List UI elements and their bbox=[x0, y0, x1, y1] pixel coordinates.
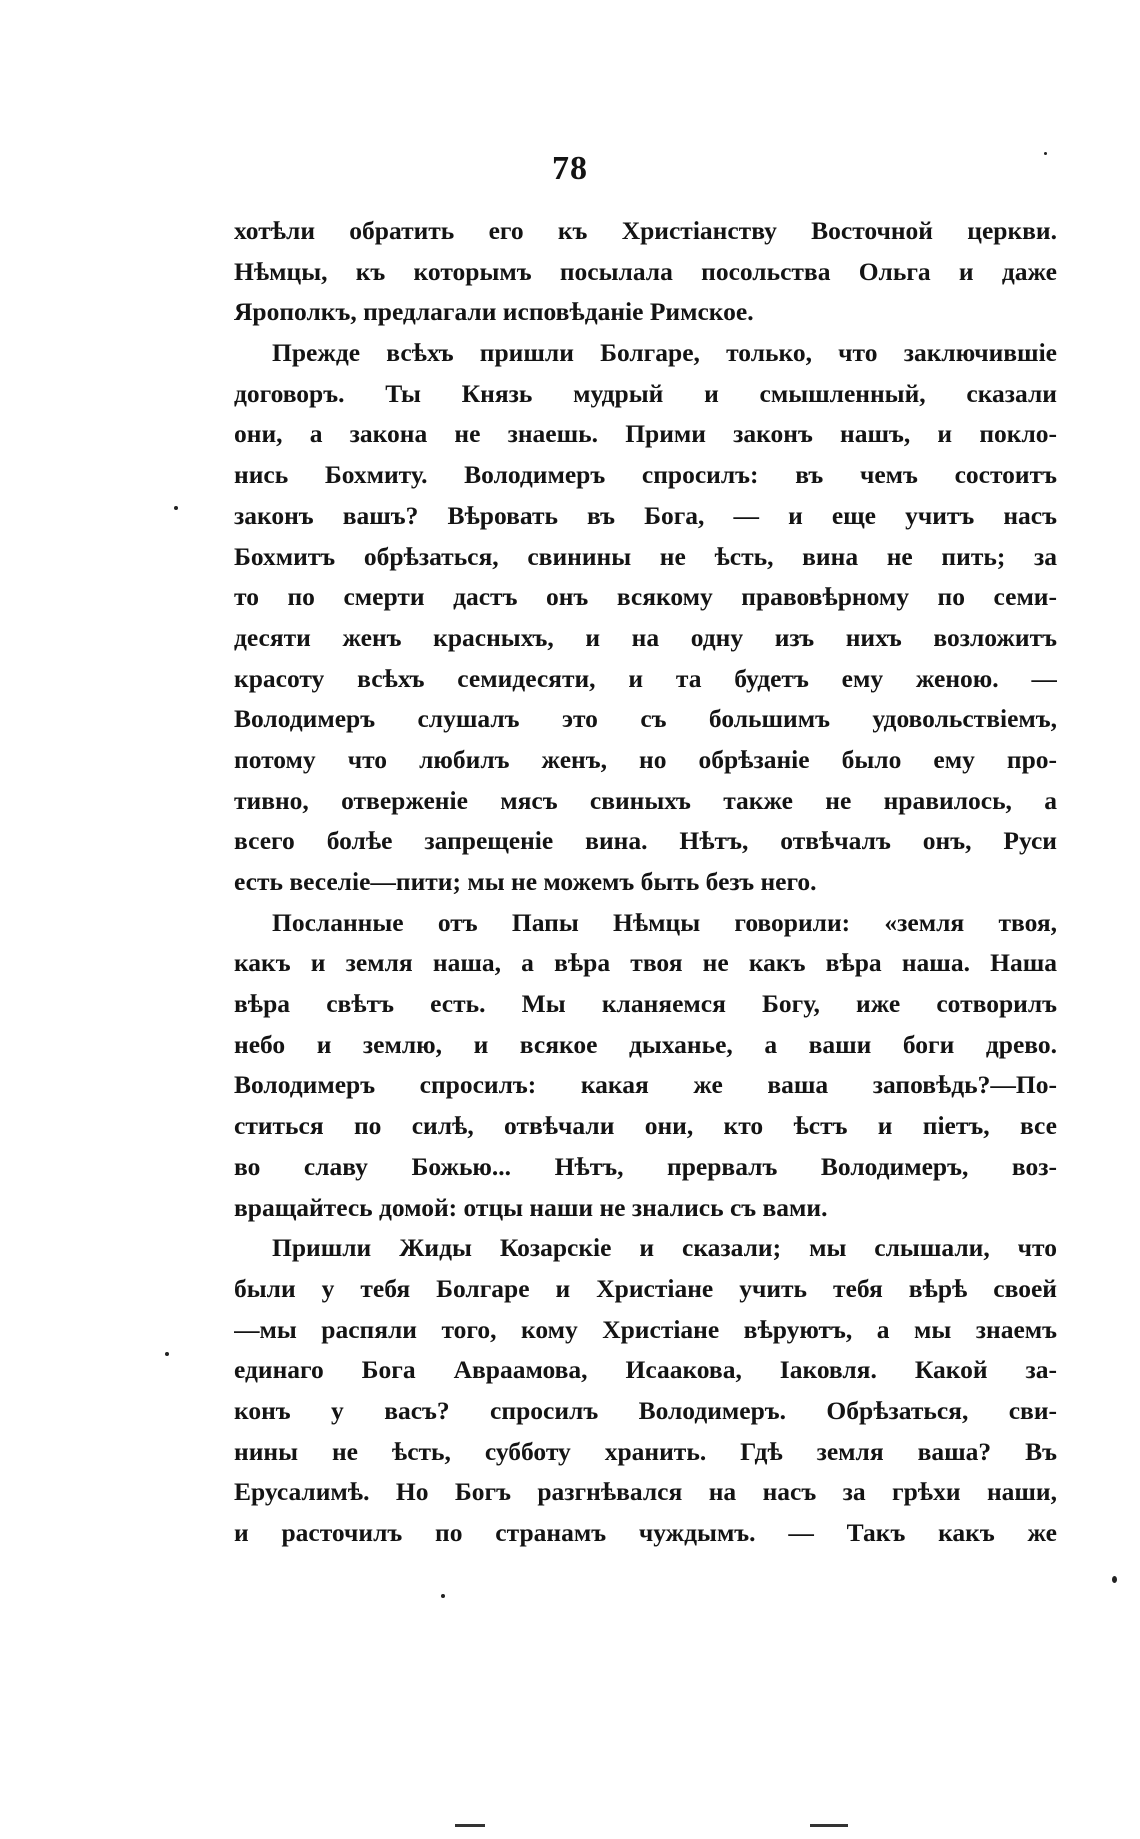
bottom-rule-right bbox=[810, 1824, 848, 1827]
page-number: 78 bbox=[552, 150, 588, 187]
text-line: они, а закона не знаешь. Прими законъ нашъ, и покло- bbox=[234, 419, 1057, 449]
text-line: конъ у васъ? спросилъ Володимеръ. Обрѣзаться, сви- bbox=[234, 1395, 1057, 1425]
text-line: хотѣли обратить его къ Христіанству Восточной церкви. bbox=[234, 216, 1057, 245]
print-speck bbox=[1112, 1576, 1117, 1583]
print-speck bbox=[1044, 152, 1047, 155]
text-line: десяти женъ красныхъ, и на одну изъ нихъ возложитъ bbox=[234, 622, 1057, 652]
text-line: красоту всѣхъ семидесяти, и та будетъ ему женою. — bbox=[234, 663, 1057, 693]
text-line: ститься по силѣ, отвѣчали они, кто ѣстъ и піетъ, все bbox=[234, 1111, 1057, 1141]
print-speck bbox=[174, 506, 178, 510]
print-speck bbox=[165, 1352, 169, 1356]
text-line: Посланные отъ Папы Нѣмцы говорили: «земля твоя, bbox=[272, 907, 1057, 937]
body-text bbox=[234, 211, 1057, 1554]
text-line: и расточилъ по странамъ чуждымъ. — Такъ какъ же bbox=[234, 1518, 1057, 1547]
text-line: потому что любилъ женъ, но обрѣзаніе было ему про- bbox=[234, 744, 1057, 774]
text-line: законъ вашъ? Вѣровать въ Бога, — и еще учитъ насъ bbox=[234, 500, 1057, 530]
print-speck bbox=[441, 1594, 445, 1598]
text-line: вращайтесь домой: отцы наши не знались съ вами. bbox=[234, 1192, 828, 1222]
text-line: то по смерти дастъ онъ всякому правовѣрному по семи- bbox=[234, 582, 1057, 612]
bottom-rule-left bbox=[455, 1824, 485, 1827]
text-line: Володимеръ спросилъ: какая же ваша заповѣдь?—По- bbox=[234, 1070, 1057, 1100]
text-line: Ярополкъ, предлагали исповѣданіе Римское. bbox=[234, 297, 754, 327]
text-line: во славу Божью... Нѣтъ, прервалъ Володимеръ, воз- bbox=[234, 1151, 1057, 1181]
text-line: единаго Бога Авраамова, Исаакова, Іаковля. Какой за- bbox=[234, 1355, 1057, 1385]
text-line: Пришли Жиды Козарскіе и сказали; мы слышали, что bbox=[272, 1233, 1057, 1263]
text-line: нины не ѣсть, субботу хранить. Гдѣ земля ваша? Въ bbox=[234, 1436, 1057, 1466]
text-line: —мы распяли того, кому Христіане вѣруютъ, а мы знаемъ bbox=[234, 1314, 1057, 1344]
text-line: были у тебя Болгаре и Христіане учить тебя вѣрѣ своей bbox=[234, 1273, 1057, 1303]
text-line: тивно, отверженіе мясъ свиныхъ также не нравилось, а bbox=[234, 785, 1057, 815]
text-line: Бохмитъ обрѣзаться, свинины не ѣсть, вина не пить; за bbox=[234, 541, 1057, 571]
text-line: нись Бохмиту. Володимеръ спросилъ: въ чемъ состоитъ bbox=[234, 460, 1057, 490]
text-line: Володимеръ слушалъ это съ большимъ удовольствіемъ, bbox=[234, 704, 1057, 734]
text-line: небо и землю, и всякое дыханье, а ваши боги древо. bbox=[234, 1029, 1057, 1059]
text-line: вѣра свѣтъ есть. Мы кланяемся Богу, иже сотворилъ bbox=[234, 989, 1057, 1019]
text-line: договоръ. Ты Князь мудрый и смышленный, сказали bbox=[234, 378, 1057, 408]
text-line: Ерусалимѣ. Но Богъ разгнѣвался на насъ за грѣхи наши, bbox=[234, 1477, 1057, 1507]
text-line: какъ и земля наша, а вѣра твоя не какъ вѣра наша. Наша bbox=[234, 948, 1057, 978]
text-line: Нѣмцы, къ которымъ посылала посольства Ольга и даже bbox=[234, 256, 1057, 286]
text-line: есть веселіе—пити; мы не можемъ быть безъ него. bbox=[234, 867, 817, 896]
text-line: всего болѣе запрещеніе вина. Нѣтъ, отвѣчалъ онъ, Руси bbox=[234, 826, 1057, 856]
text-line: Прежде всѣхъ пришли Болгаре, только, что заключившіе bbox=[272, 338, 1057, 368]
